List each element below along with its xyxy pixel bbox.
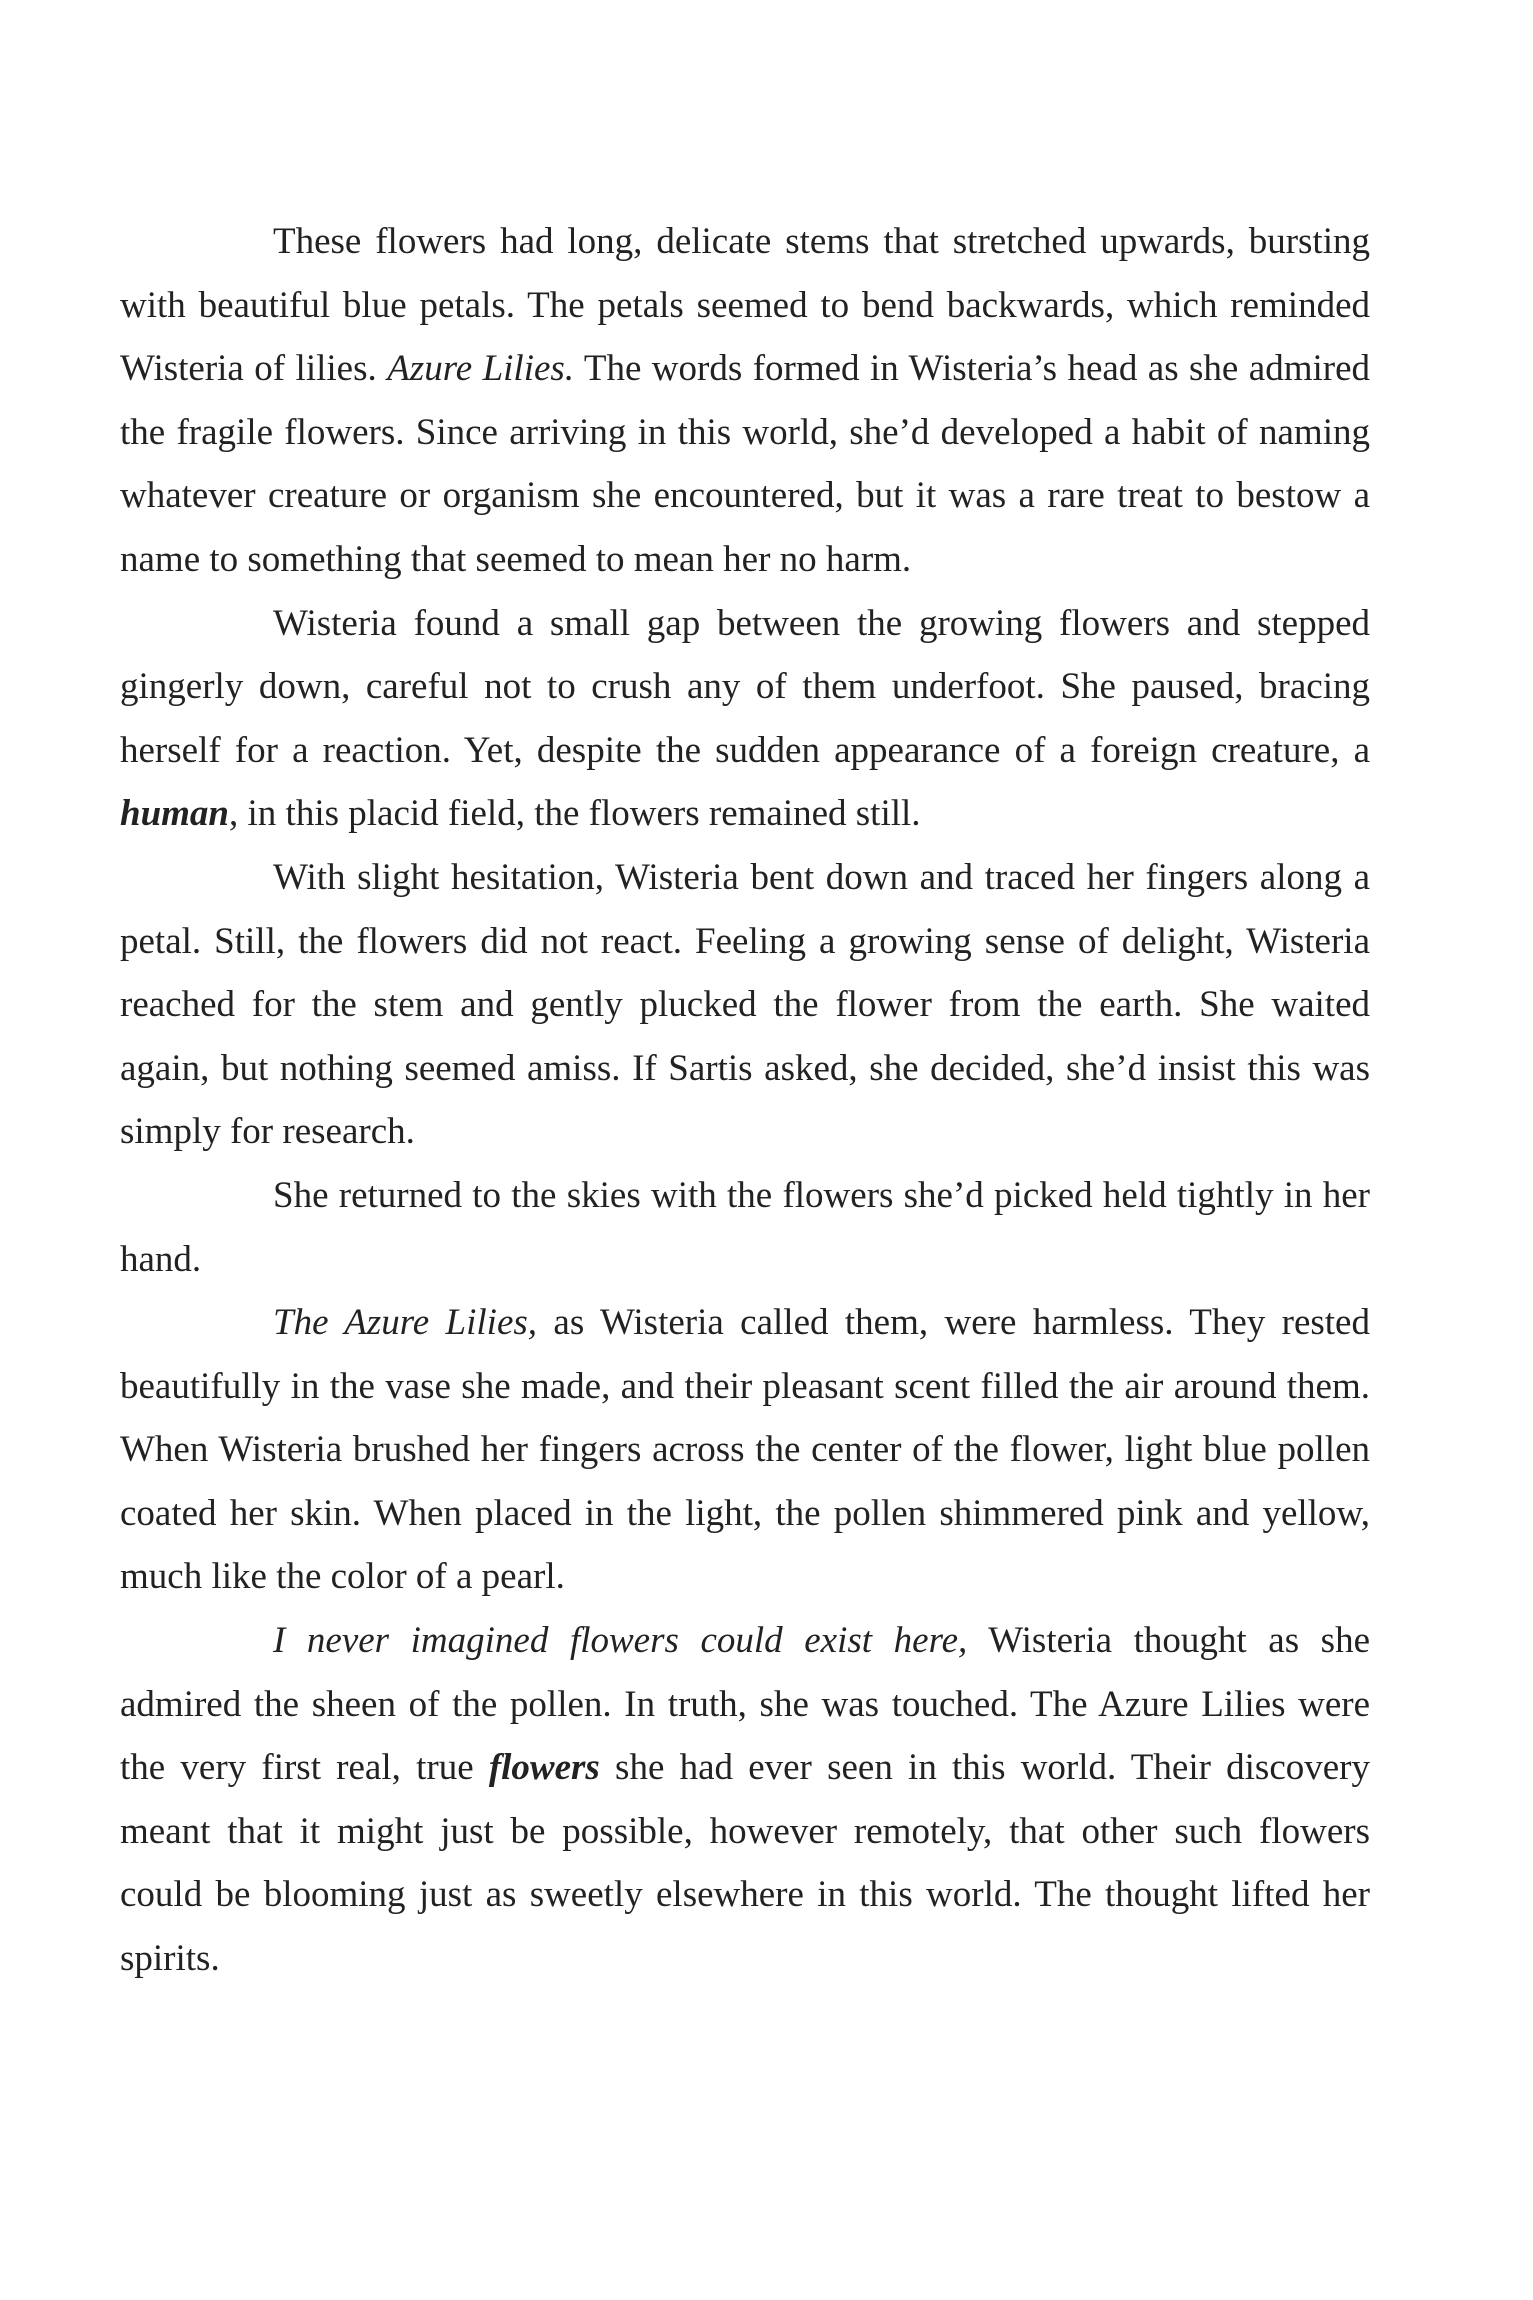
bold-italic-text-run: flowers	[488, 1747, 600, 1789]
text-run: Wisteria thought as she admired the sheen of the pollen. In truth, she was touched. The Azure Lilies were the very first real, true	[120, 1620, 1370, 1789]
paragraph-1	[120, 210, 1370, 592]
text-run: , in this placid field, the flowers remained still.	[229, 793, 921, 835]
text-run: She returned to the skies with the flowers she’d picked held tightly in her hand.	[120, 1174, 1370, 1280]
text-run: Wisteria found a small gap between the growing flowers and stepped gingerly down, careful not to crush any of them underfoot. She paused, bracing herself for a reaction. Yet, despite the sudden appearance of a foreign creature, a	[120, 602, 1370, 771]
italic-text-run: Azure Lilies.	[387, 348, 575, 390]
paragraph-6	[120, 1609, 1370, 1991]
paragraph-5	[120, 1291, 1370, 1609]
text-run: The words formed in Wisteria’s head as she admired the fragile flowers. Since arriving in this world, she’d developed a habit of naming whatever creature or organism she encountered, but it was a rare treat to bestow a name to something that seemed to mean her no harm.	[120, 348, 1371, 580]
italic-text-run: I never imagined flowers could exist here,	[273, 1620, 968, 1662]
paragraph-4	[120, 1164, 1370, 1291]
page-body	[120, 210, 1370, 1991]
bold-italic-text-run: human	[120, 793, 230, 835]
paragraph-3	[120, 846, 1370, 1164]
paragraph-2	[120, 592, 1370, 846]
text-run: she had ever seen in this world. Their discovery meant that it might just be possible, however remotely, that other such flowers could be blooming just as sweetly elsewhere in this world. The thought lifted her spirits.	[120, 1747, 1370, 1980]
text-run: With slight hesitation, Wisteria bent down and traced her fingers along a petal. Still, the flowers did not react. Feeling a growing sense of delight, Wisteria reached for the stem and gently plucked the flower from the earth. She waited again, but nothing seemed amiss. If Sartis asked, she decided, she’d insist this was simply for research.	[120, 856, 1370, 1153]
text-run: as Wisteria called them, were harmless. They rested beautifully in the vase she made, and their pleasant scent filled the air around them. When Wisteria brushed her fingers across the center of the flower, light blue pollen coated her skin. When placed in the light, the pollen shimmered pink and yellow, much like the color of a pearl.	[120, 1302, 1370, 1598]
text-run: These flowers had long, delicate stems that stretched upwards, bursting with beautiful blue petals. The petals seemed to bend backwards, which reminded Wisteria of lilies.	[120, 221, 1370, 390]
italic-text-run: The Azure Lilies,	[273, 1302, 538, 1344]
